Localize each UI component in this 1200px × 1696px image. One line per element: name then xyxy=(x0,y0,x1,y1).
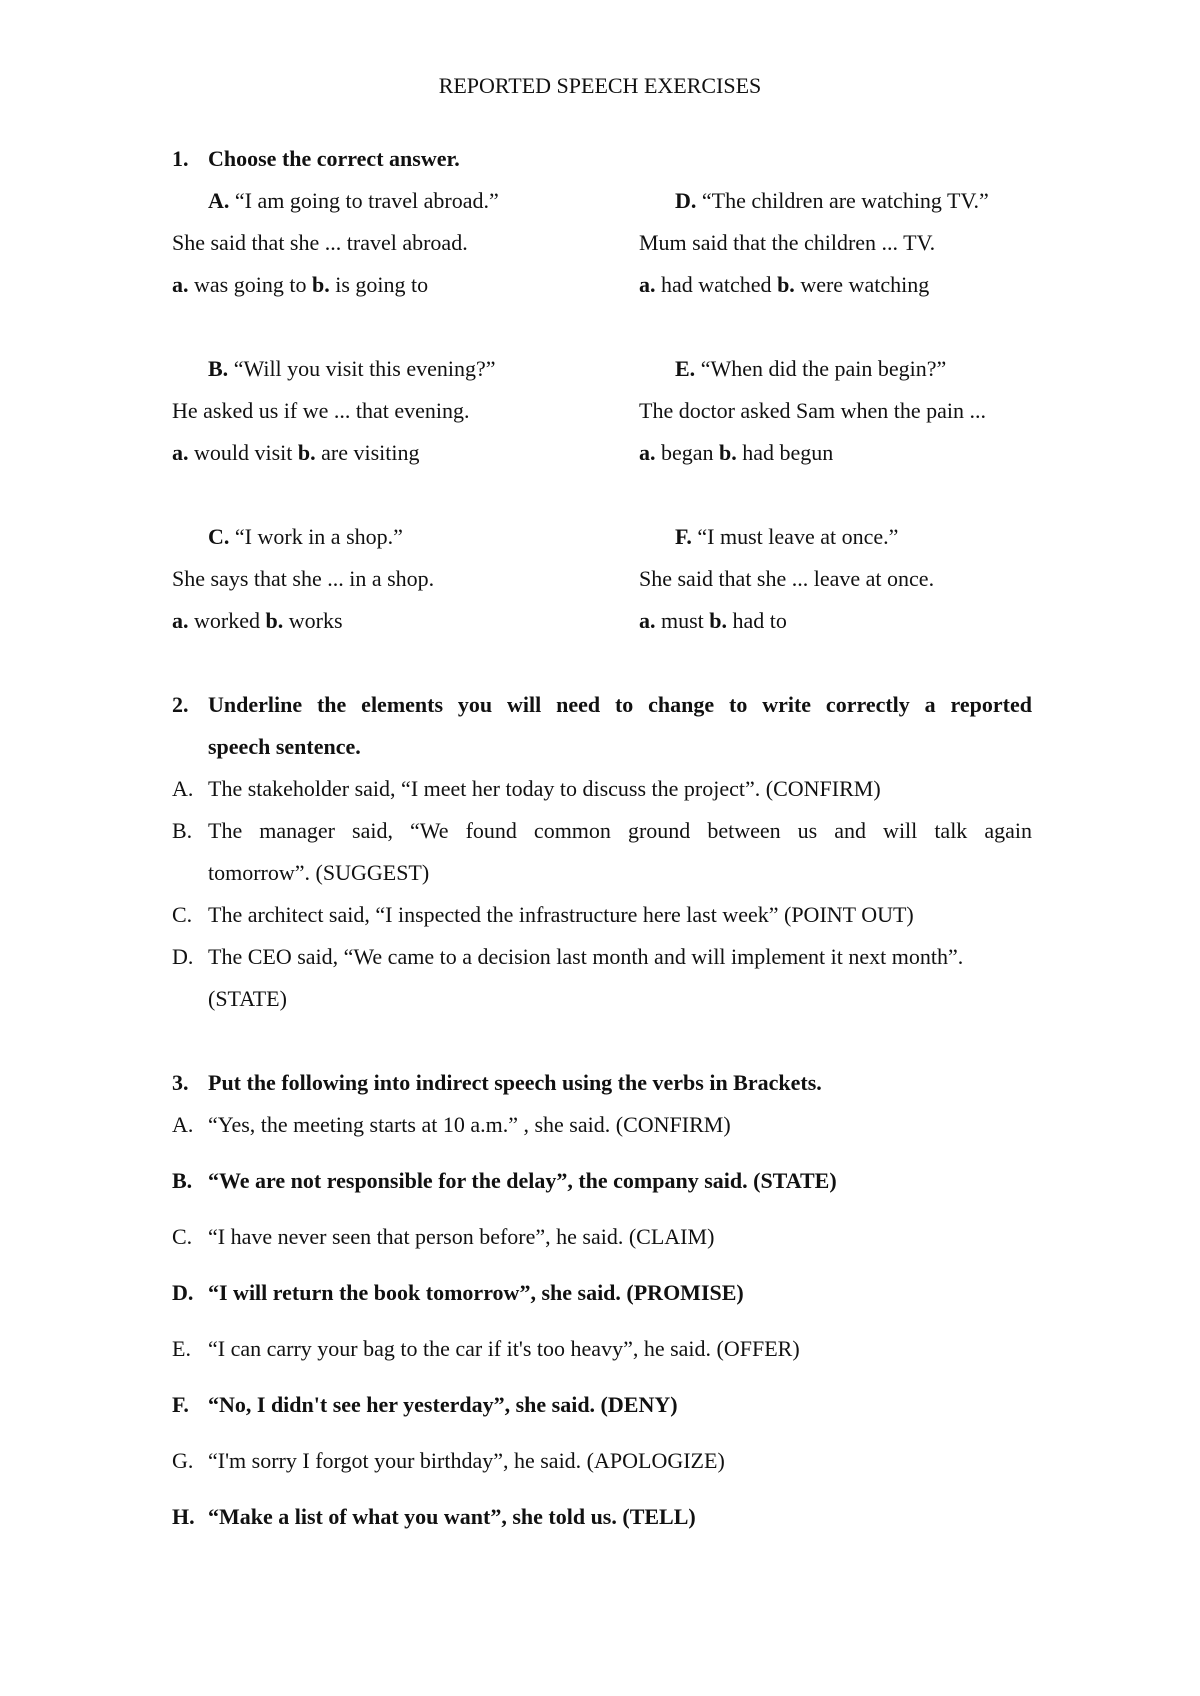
exercise-3-item-b-text: “We are not responsible for the delay”, the company said. (STATE) xyxy=(208,1168,837,1193)
exercise-3-item-g-label: G. xyxy=(172,1448,194,1473)
exercise-3-item-d-label: D. xyxy=(172,1280,194,1305)
option-b-label: b. xyxy=(777,272,795,297)
quote-text: “I am going to travel abroad.” xyxy=(234,188,499,213)
exercise-1-item-c-quote xyxy=(208,526,403,548)
option-a-label: a. xyxy=(639,608,656,633)
option-b-text: had to xyxy=(727,608,787,633)
exercise-2-item-d-text-line-1: The CEO said, “We came to a decision last month and will implement it next month”. xyxy=(208,944,964,969)
option-b-label: b. xyxy=(719,440,737,465)
item-label: B. xyxy=(208,356,229,381)
exercise-1-item-d-sentence: Mum said that the children ... TV. xyxy=(639,230,936,255)
exercise-1-item-c-options xyxy=(172,610,343,632)
exercise-2-item-a-label: A. xyxy=(172,776,194,801)
exercise-3-item-h-label: H. xyxy=(172,1504,195,1529)
exercise-2-item-c-label: C. xyxy=(172,902,193,927)
exercise-1-item-a-options xyxy=(172,274,428,296)
exercise-2-item-a-text: The stakeholder said, “I meet her today to discuss the project”. (CONFIRM) xyxy=(208,776,881,801)
option-b-text: are visiting xyxy=(315,440,420,465)
option-a-text: worked xyxy=(188,608,266,633)
option-a-text: would visit xyxy=(188,440,298,465)
section-2-number: 2. xyxy=(172,692,189,717)
option-a-label: a. xyxy=(639,272,656,297)
exercise-3-item-g-text: “I'm sorry I forgot your birthday”, he said. (APOLOGIZE) xyxy=(208,1448,725,1473)
exercise-3-item-b-label: B. xyxy=(172,1168,193,1193)
quote-text: “The children are watching TV.” xyxy=(701,188,989,213)
option-b-text: works xyxy=(283,608,343,633)
quote-text: “When did the pain begin?” xyxy=(700,356,947,381)
exercise-1-item-b-options xyxy=(172,442,420,464)
quote-text: “Will you visit this evening?” xyxy=(233,356,496,381)
exercise-3-item-c-text: “I have never seen that person before”, he said. (CLAIM) xyxy=(208,1224,715,1249)
exercise-3-item-e-label: E. xyxy=(172,1336,191,1361)
exercise-2-item-d-label: D. xyxy=(172,944,194,969)
section-2-heading-line-2: speech sentence. xyxy=(208,734,361,759)
page-title: REPORTED SPEECH EXERCISES xyxy=(438,73,762,98)
exercise-2-item-b-label: B. xyxy=(172,818,193,843)
option-a-label: a. xyxy=(172,272,189,297)
item-label: C. xyxy=(208,524,230,549)
exercise-3-item-f-text: “No, I didn't see her yesterday”, she said. (DENY) xyxy=(208,1392,678,1417)
option-b-label: b. xyxy=(709,608,728,633)
quote-text: “I must leave at once.” xyxy=(697,524,899,549)
exercise-1-item-a-sentence: She said that she ... travel abroad. xyxy=(172,230,468,255)
exercise-1-item-f-options xyxy=(639,610,787,632)
section-2-heading-line-1: Underline the elements you will need to change to write correctly a reported xyxy=(208,692,1032,717)
exercise-3-item-d-text: “I will return the book tomorrow”, she said. (PROMISE) xyxy=(208,1280,744,1305)
exercise-1-item-e-sentence: The doctor asked Sam when the pain ... xyxy=(639,398,987,423)
exercise-1-item-b-quote xyxy=(208,358,496,380)
exercise-1-item-f-sentence: She said that she ... leave at once. xyxy=(639,566,935,591)
option-a-label: a. xyxy=(172,440,189,465)
exercise-1-item-e-options xyxy=(639,442,833,464)
exercise-2-item-b-text-line-1: The manager said, “We found common ground between us and will talk again xyxy=(208,818,1032,843)
option-a-text: was going to xyxy=(188,272,312,297)
exercise-2-item-d-text-line-2: (STATE) xyxy=(208,986,287,1011)
exercise-1-item-d-quote xyxy=(675,190,989,212)
exercise-1-item-f-quote xyxy=(675,526,898,548)
exercise-1-item-b-sentence: He asked us if we ... that evening. xyxy=(172,398,470,423)
item-label: A. xyxy=(208,188,230,213)
option-a-text: began xyxy=(655,440,720,465)
exercise-1-item-a-quote xyxy=(208,190,499,212)
option-b-label: b. xyxy=(265,608,284,633)
item-label: F. xyxy=(675,524,692,549)
option-a-label: a. xyxy=(172,608,189,633)
option-b-label: b. xyxy=(297,440,316,465)
exercise-1-item-e-quote xyxy=(675,358,946,380)
exercise-2-item-c-text: The architect said, “I inspected the infrastructure here last week” (POINT OUT) xyxy=(208,902,914,927)
exercise-3-item-f-label: F. xyxy=(172,1392,189,1417)
section-3-heading: Put the following into indirect speech using the verbs in Brackets. xyxy=(208,1070,822,1095)
item-label: D. xyxy=(675,188,697,213)
item-label: E. xyxy=(675,356,696,381)
section-1-number: 1. xyxy=(172,146,189,171)
option-b-label: b. xyxy=(311,272,330,297)
section-3-number: 3. xyxy=(172,1070,189,1095)
exercise-3-item-c-label: C. xyxy=(172,1224,193,1249)
section-1-heading: Choose the correct answer. xyxy=(208,146,460,171)
option-a-text: must xyxy=(655,608,710,633)
option-a-label: a. xyxy=(639,440,656,465)
exercise-2-item-b-text-line-2: tomorrow”. (SUGGEST) xyxy=(208,860,430,885)
exercise-3-item-e-text: “I can carry your bag to the car if it's too heavy”, he said. (OFFER) xyxy=(208,1336,800,1361)
exercise-1-item-c-sentence: She says that she ... in a shop. xyxy=(172,566,435,591)
option-b-text: had begun xyxy=(736,440,834,465)
quote-text: “I work in a shop.” xyxy=(234,524,403,549)
exercise-3-item-a-label: A. xyxy=(172,1112,194,1137)
option-b-text: were watching xyxy=(794,272,930,297)
exercise-3-item-h-text: “Make a list of what you want”, she told us. (TELL) xyxy=(208,1504,696,1529)
option-a-text: had watched xyxy=(655,272,778,297)
exercise-1-item-d-options xyxy=(639,274,929,296)
option-b-text: is going to xyxy=(329,272,429,297)
exercise-3-item-a-text: “Yes, the meeting starts at 10 a.m.” , she said. (CONFIRM) xyxy=(208,1112,731,1137)
